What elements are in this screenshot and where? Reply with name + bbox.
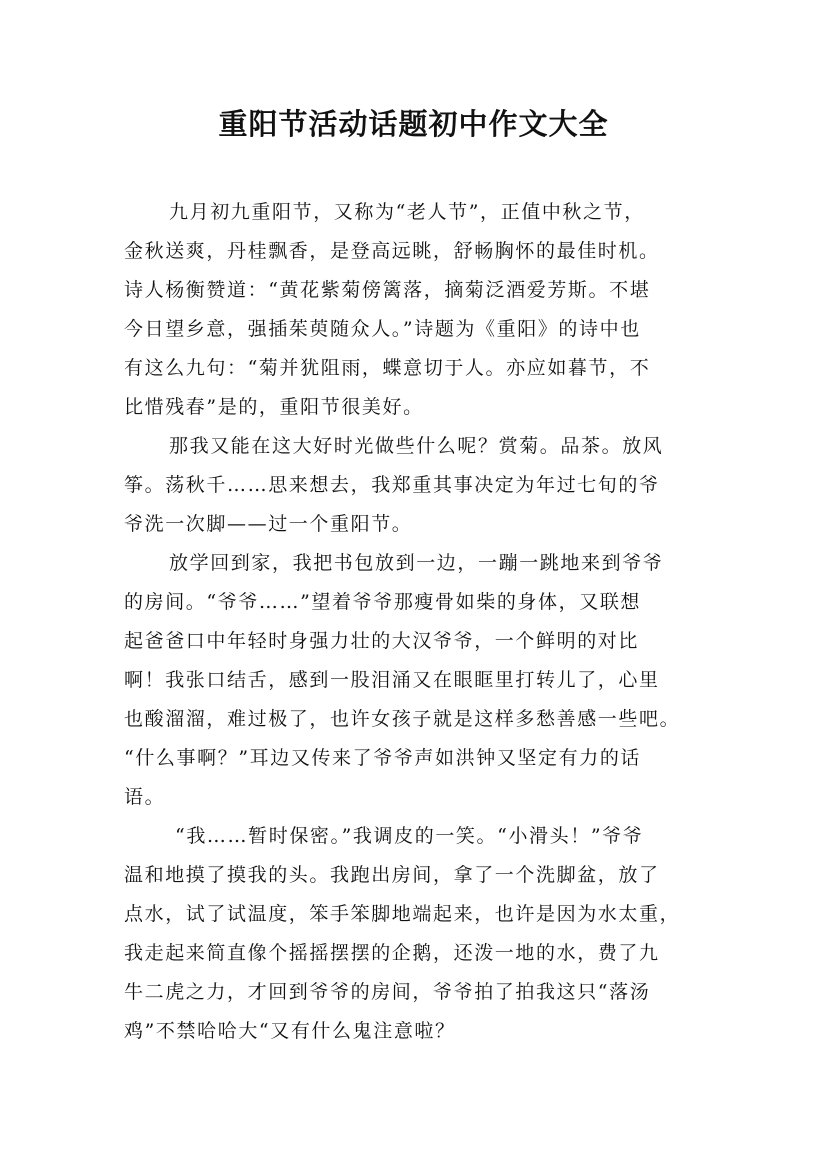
text-line: 今日望乡意，强插茱萸随众人。”诗题为《重阳》的诗中也	[124, 318, 641, 340]
text-line: 那我又能在这大好时光做些什么呢？赏菊。品茶。放风	[169, 435, 664, 457]
text-line: 筝。荡秋千……思来想去，我郑重其事决定为年过七旬的爷	[124, 474, 660, 496]
text-line: 牛二虎之力，才回到爷爷的房间，爷爷拍了拍我这只“落汤	[124, 981, 651, 1003]
text-line: “我……暂时保密。”我调皮的一笑。“小滑头！”爷爷	[175, 825, 644, 847]
text-line: 有这么九句：“菊并犹阻雨，蝶意切于人。亦应如暮节，不	[124, 357, 651, 379]
text-line: 比惜残春”是的，重阳节很美好。	[124, 396, 424, 418]
text-line: 我走起来简直像个摇摇摆摆的企鹅，还泼一地的水，费了九	[124, 942, 660, 964]
document-title: 重阳节活动话题初中作文大全	[218, 107, 609, 141]
text-line: 金秋送爽，丹桂飘香，是登高远眺，舒畅胸怀的最佳时机。	[124, 240, 660, 262]
text-line: 放学回到家，我把书包放到一边，一蹦一跳地来到爷爷	[169, 552, 664, 574]
text-line: “什么事啊？”耳边又传来了爷爷声如洪钟又坚定有力的话	[124, 747, 642, 769]
text-line: 爷洗一次脚——过一个重阳节。	[124, 513, 413, 535]
text-line: 的房间。“爷爷……”望着爷爷那瘦骨如柴的身体，又联想	[124, 591, 642, 613]
text-line: 九月初九重阳节，又称为“老人节”，正值中秋之节，	[169, 201, 645, 223]
paragraph-3	[124, 544, 704, 817]
paragraph-1	[124, 193, 704, 427]
text-line: 起爸爸口中年轻时身强力壮的大汉爷爷，一个鲜明的对比	[124, 630, 640, 652]
text-line: 也酸溜溜，难过极了，也许女孩子就是这样多愁善感一些吧。	[124, 708, 681, 730]
text-line: 啊！我张口结舌，感到一股泪涌又在眼眶里打转儿了，心里	[124, 669, 660, 691]
text-line: 鸡”不禁哈哈大“又有什么鬼注意啦？	[124, 1020, 456, 1042]
text-line: 语。	[124, 786, 166, 808]
text-line: 点水，试了试温度，笨手笨脚地端起来，也许是因为水太重，	[124, 903, 681, 925]
text-line: 温和地摸了摸我的头。我跑出房间，拿了一个洗脚盆，放了	[124, 864, 660, 886]
text-line: 诗人杨衡赞道：“黄花紫菊傍篱落，摘菊泛酒爱芳斯。不堪	[124, 279, 651, 301]
paragraph-4	[124, 817, 704, 1051]
document-body	[124, 193, 704, 1051]
paragraph-2	[124, 427, 704, 544]
